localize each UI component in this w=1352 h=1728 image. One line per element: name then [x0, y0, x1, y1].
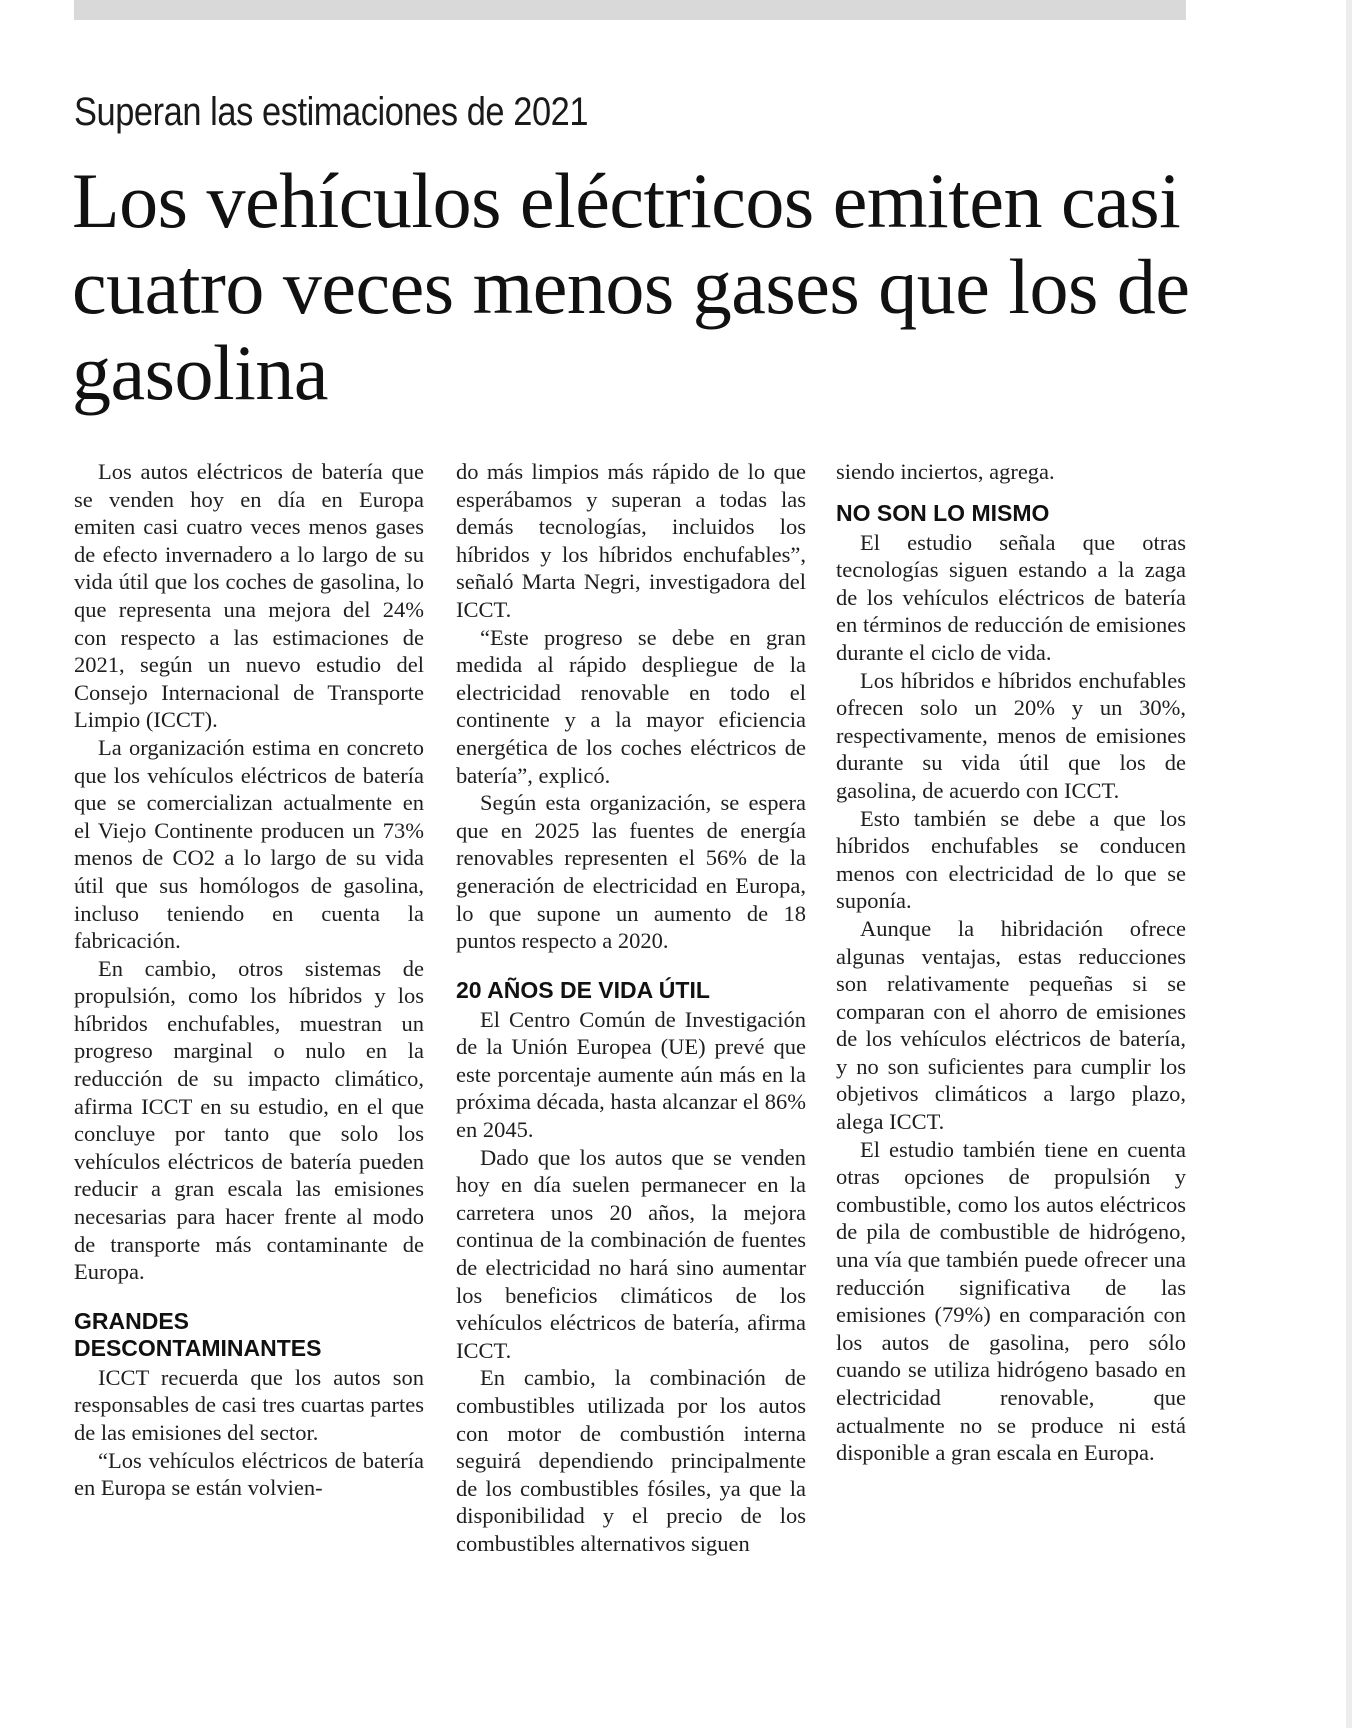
paragraph: El estudio señala que otras tecnologías siguen estando a la zaga de los vehículos eléctricos de batería en términos de reducción de emisiones durante el ciclo de vida. — [836, 529, 1186, 665]
section-subhead: NO SON LO MISMO — [836, 499, 1050, 526]
paragraph: En cambio, la combinación de combustibles utilizada por los autos con motor de combustión interna seguirá dependiendo principalmente de los combustibles fósiles, ya que la disponibilidad y el precio de los combustibles alternativos siguen — [456, 1365, 806, 1556]
paragraph: siendo inciertos, agrega. — [836, 459, 1055, 484]
paragraph: do más limpios más rápido de lo que esperábamos y superan a todas las demás tecnologías, incluidos los híbridos y los híbridos enchufables”, señaló Marta Negri, investigadora del ICCT. — [456, 459, 806, 622]
paragraph: En cambio, otros sistemas de propulsión, como los híbridos y los híbridos enchufables, muestran un progreso marginal o nulo en la reducción de su impacto climático, afirma ICCT en su estudio, en el que concluye por tanto que solo los vehículos eléctricos de batería pueden reducir a gran escala las emisiones necesarias para hacer frente al modo de transporte más contaminante de Europa. — [74, 955, 424, 1285]
paragraph: Dado que los autos que se venden hoy en día suelen permanecer en la carretera unos 20 años, la mejora continua de la combinación de fuentes de electricidad no hará sino aumentar los beneficios climáticos de los vehículos eléctricos de batería, afirma ICCT. — [456, 1144, 806, 1363]
paragraph: Esto también se debe a que los híbridos enchufables se conducen menos con electricidad de lo que se suponía. — [836, 805, 1186, 914]
paragraph: Los híbridos e híbridos enchufables ofrecen solo un 20% y un 30%, respectivamente, menos de emisiones durante su vida útil que los de gasolina, de acuerdo con ICCT. — [836, 667, 1186, 803]
section-subhead: 20 AÑOS DE VIDA ÚTIL — [456, 976, 710, 1003]
paragraph: Los autos eléctricos de batería que se venden hoy en día en Europa emiten casi cuatro veces menos gases de efecto invernadero a lo largo de su vida útil que los coches de gasolina, lo que representa una mejora del 24% con respecto a las estimaciones de 2021, según un nuevo estudio del Consejo Internacional de Transporte Limpio (ICCT). — [74, 459, 424, 733]
paragraph: Aunque la hibridación ofrece algunas ventajas, estas reducciones son relativamente pequeñas si se comparan con el ahorro de emisiones de los vehículos eléctricos de batería, y no son suficientes para cumplir los objetivos climáticos a largo plazo, alega ICCT. — [836, 915, 1186, 1135]
section-subhead: GRANDES DESCONTAMINANTES — [74, 1307, 322, 1361]
paragraph: “Los vehículos eléctricos de batería en Europa se están volvien- — [74, 1447, 424, 1501]
paragraph: “Este progreso se debe en gran medida al rápido despliegue de la electricidad renovable en todo el continente y a la mayor eficiencia energética de los coches eléctricos de batería”, explicó. — [456, 624, 806, 788]
page-edge-shadow — [1346, 0, 1352, 1728]
paragraph: Según esta organización, se espera que en 2025 las fuentes de energía renovables representen el 56% de la generación de electricidad en Europa, lo que supone un aumento de 18 puntos respecto a 2020. — [456, 790, 806, 954]
article-kicker: Superan las estimaciones de 2021 — [74, 90, 589, 134]
paragraph: ICCT recuerda que los autos son responsables de casi tres cuartas partes de las emisiones del sector. — [74, 1364, 424, 1445]
article-headline: Los vehículos eléctricos emiten casi cuatro veces menos gases que los de gasolina — [72, 157, 1190, 416]
paragraph: El Centro Común de Investigación de la Unión Europea (UE) prevé que este porcentaje aumente aún más en la próxima década, hasta alcanzar el 86% en 2045. — [456, 1006, 806, 1143]
top-gray-band — [74, 0, 1186, 20]
column-2 — [456, 458, 806, 1558]
column-3 — [836, 458, 1186, 1467]
paragraph: La organización estima en concreto que los vehículos eléctricos de batería que se comercializan actualmente en el Viejo Continente producen un 73% menos de CO2 a lo largo de su vida útil que sus homólogos de gasolina, incluso teniendo en cuenta la fabricación. — [74, 734, 424, 954]
column-1 — [74, 458, 424, 1502]
paragraph: El estudio también tiene en cuenta otras opciones de propulsión y combustible, como los autos eléctricos de pila de combustible de hidrógeno, una vía que también puede ofrecer una reducción significativa de las emisiones (79%) en comparación con los autos de gasolina, pero sólo cuando se utiliza hidrógeno basado en electricidad renovable, que actualmente no se produce ni está disponible a gran escala en Europa. — [836, 1136, 1186, 1466]
